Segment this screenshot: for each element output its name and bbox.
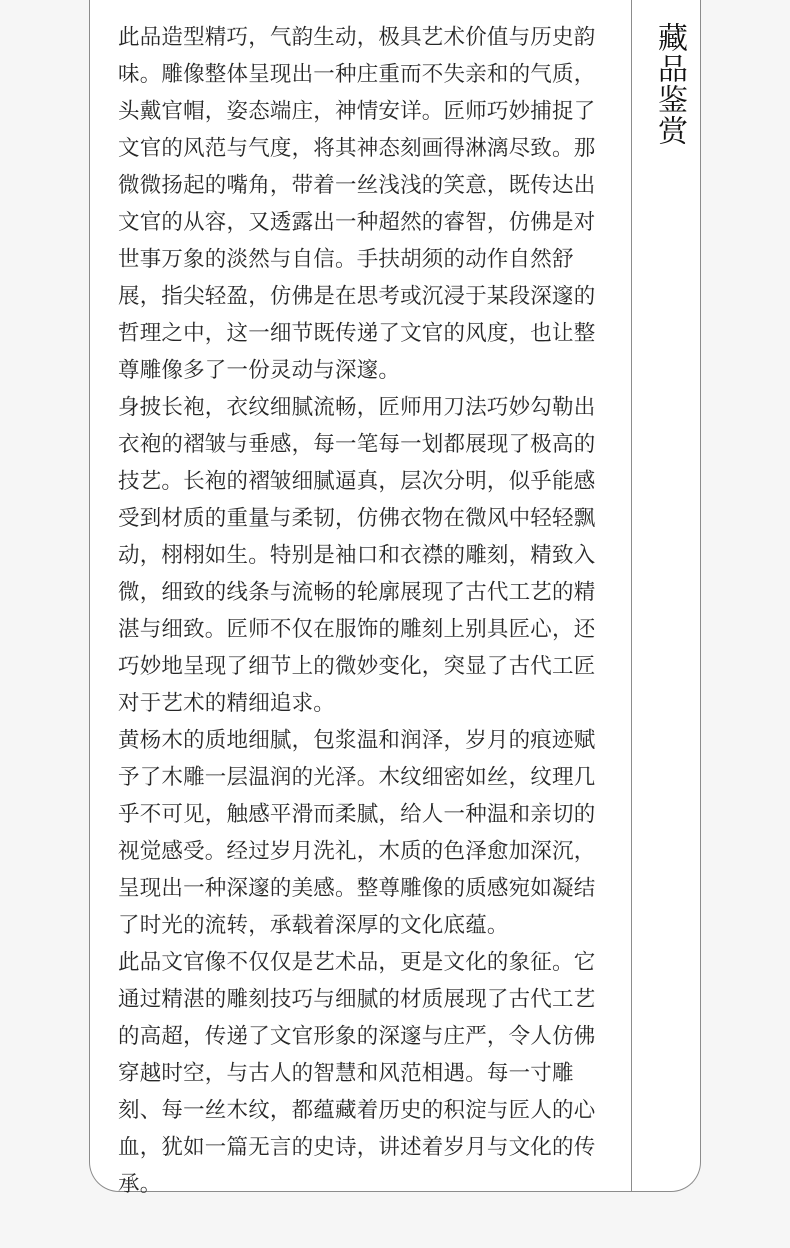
paragraph-significance: 此品文官像不仅仅是艺术品，更是文化的象征。它通过精湛的雕刻技巧与细腻的材质展现了古代工艺的高超，传递了文官形象的深邃与庄严，令人仿佛穿越时空，与古人的智慧和风范相遇。每一寸雕刻、每一丝木纹，都蕴藏着历史的积淀与匠人的心血，犹如一篇无言的史诗，讲述着岁月与文化的传承。 (118, 950, 596, 1197)
section-title: 藏品鉴赏 (652, 22, 687, 146)
paragraph-craftsmanship: 此品造型精巧，气韵生动，极具艺术价值与历史韵味。雕像整体呈现出一种庄重而不失亲和的气质，头戴官帽，姿态端庄，神情安详。匠师巧妙捕捉了文官的风范与气度，将其神态刻画得淋漓尽致。那微微扬起的嘴角，带着一丝浅浅的笑意，既传达出文官的从容，又透露出一种超然的睿智，仿佛是对世事万象的淡然与自信。手扶胡须的动作自然舒展，指尖轻盈，仿佛是在思考或沉浸于某段深邃的哲理之中，这一细节既传递了文官的风度，也让整尊雕像多了一份灵动与深邃。 (118, 25, 596, 383)
paragraph-robe: 身披长袍，衣纹细腻流畅，匠师用刀法巧妙勾勒出衣袍的褶皱与垂感，每一笔每一划都展现了极高的技艺。长袍的褶皱细腻逼真，层次分明，似乎能感受到材质的重量与柔韧，仿佛衣物在微风中轻轻飘动，栩栩如生。特别是袖口和衣襟的雕刻，精致入微，细致的线条与流畅的轮廓展现了古代工艺的精湛与细致。匠师不仅在服饰的雕刻上别具匠心，还巧妙地呈现了细节上的微妙变化，突显了古代工匠对于艺术的精细追求。 (118, 395, 596, 716)
vertical-divider (631, 0, 632, 1191)
description-card (89, 0, 701, 1197)
paragraph-material: 黄杨木的质地细腻，包浆温和润泽，岁月的痕迹赋予了木雕一层温润的光泽。木纹细密如丝，纹理几乎不可见，触感平滑而柔腻，给人一种温和亲切的视觉感受。经过岁月洗礼，木质的色泽愈加深沉，呈现出一种深邃的美感。整尊雕像的质感宛如凝结了时光的流转，承载着深厚的文化底蕴。 (118, 728, 596, 938)
description-body (118, 19, 608, 1203)
